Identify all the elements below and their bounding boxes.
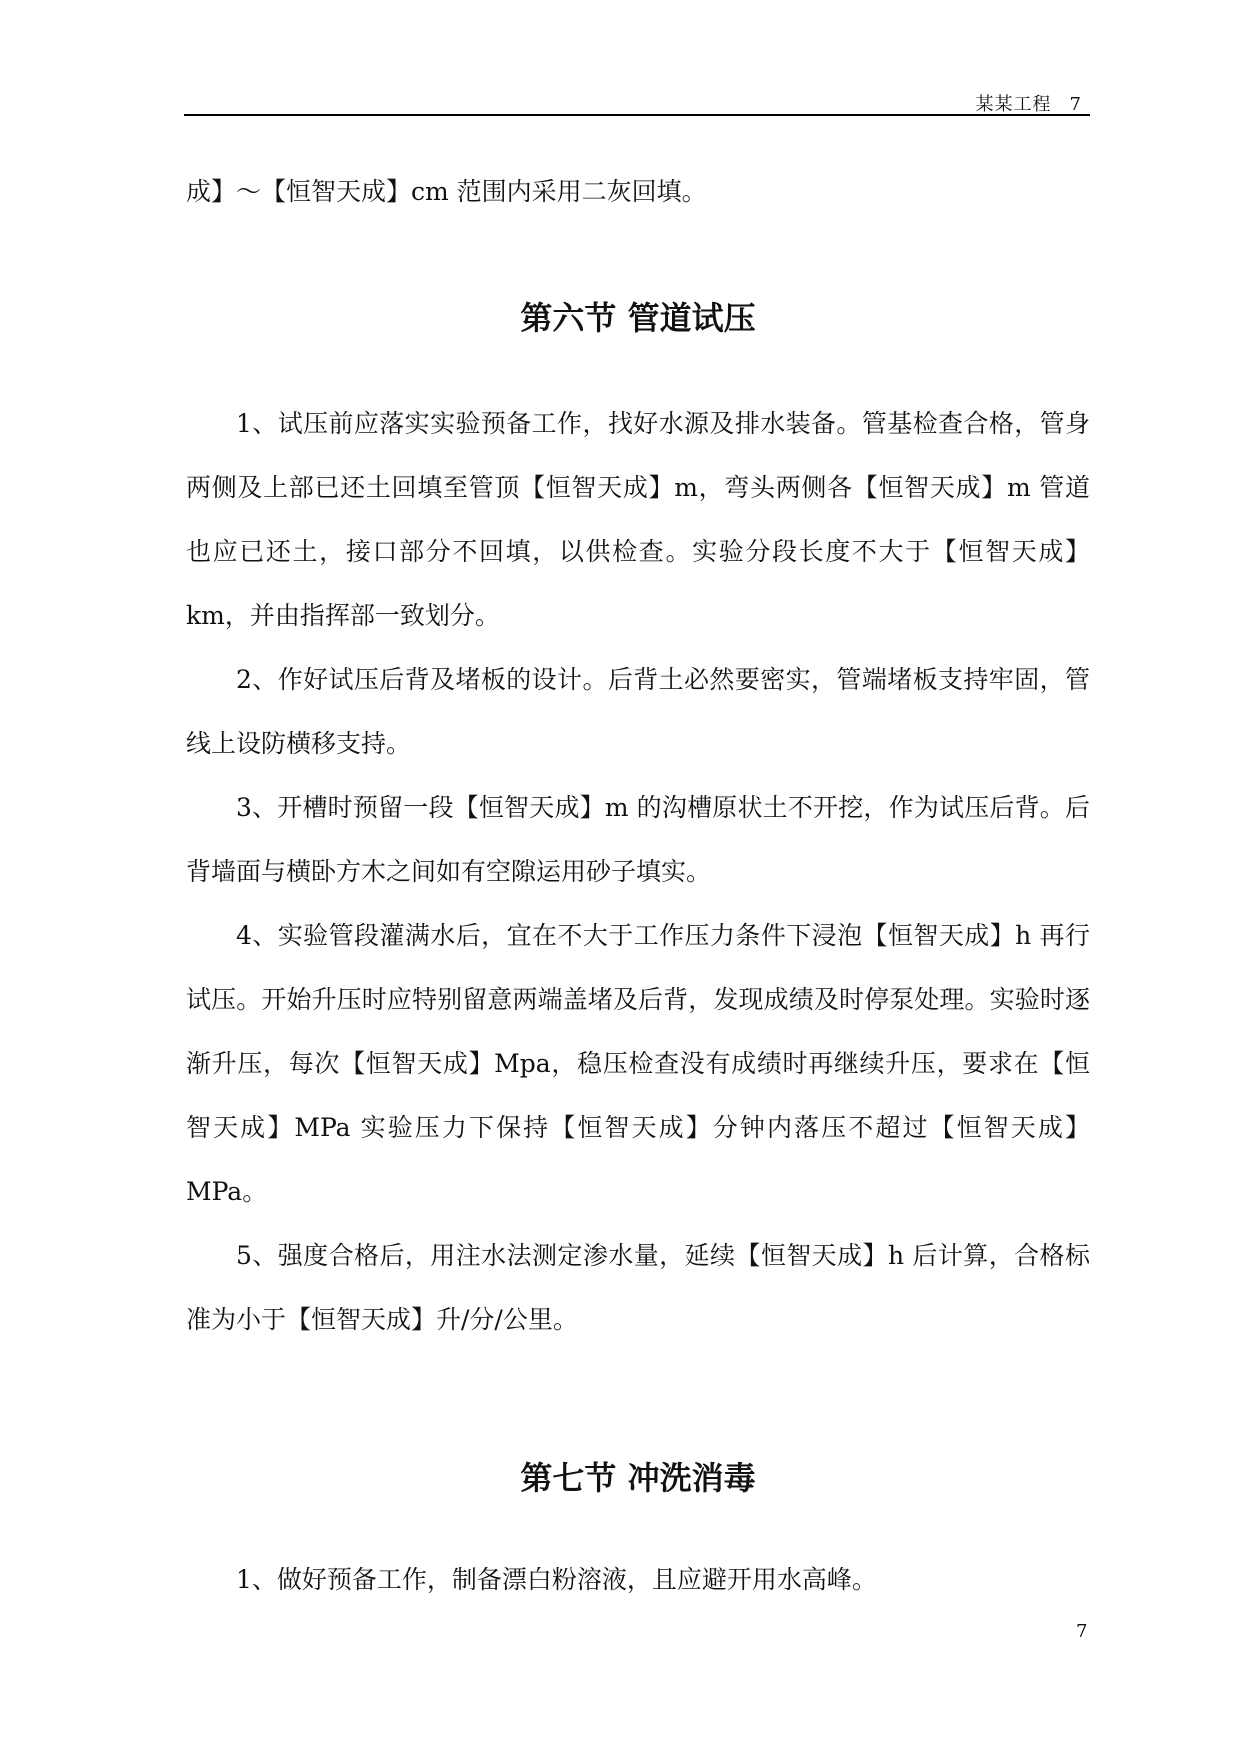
intro-line: 成】～【恒智天成】cm 范围内采用二灰回填。 xyxy=(186,177,707,206)
header-title: 某某工程 xyxy=(975,94,1052,115)
section-6-paragraph-2: 2、作好试压后背及堵板的设计。后背土必然要密实，管端堵板支持牢固，管线上设防横移支持。 xyxy=(186,665,1090,758)
footer-page-number: 7 xyxy=(1076,1621,1088,1642)
page-header xyxy=(184,84,1090,116)
header-page-number: 7 xyxy=(1069,94,1082,115)
section-6-paragraph-1: 1、试压前应落实实验预备工作，找好水源及排水装备。管基检查合格，管身两侧及上部已还土回填至管顶【恒智天成】m，弯头两侧各【恒智天成】m 管道也应已还土，接口部分不回填，以供检查。实验分段长度不大于【恒智天成】km，并由指挥部一致划分。 xyxy=(186,409,1090,630)
section-6-paragraph-4: 4、实验管段灌满水后，宜在不大于工作压力条件下浸泡【恒智天成】h 再行试压。开始升压时应特别留意两端盖堵及后背，发现成绩及时停泵处理。实验时逐渐升压，每次【恒智天成】Mpa，稳压检查没有成绩时再继续升压，要求在【恒智天成】MPa 实验压力下保持【恒智天成】分钟内落压不超过【恒智天成】MPa。 xyxy=(186,921,1090,1206)
section-7-title: 第七节 冲洗消毒 xyxy=(520,1459,756,1497)
document-body xyxy=(186,160,1090,1612)
section-6-title: 第六节 管道试压 xyxy=(520,299,756,337)
section-7-paragraph-1: 1、做好预备工作，制备漂白粉溶液，且应避开用水高峰。 xyxy=(236,1565,877,1594)
section-6-paragraph-3: 3、开槽时预留一段【恒智天成】m 的沟槽原状土不开挖，作为试压后背。后背墙面与横卧方木之间如有空隙运用砂子填实。 xyxy=(186,793,1090,886)
header-text xyxy=(976,90,1082,116)
section-6-paragraph-5: 5、强度合格后，用注水法测定渗水量，延续【恒智天成】h 后计算，合格标准为小于【恒智天成】升/分/公里。 xyxy=(186,1241,1090,1334)
